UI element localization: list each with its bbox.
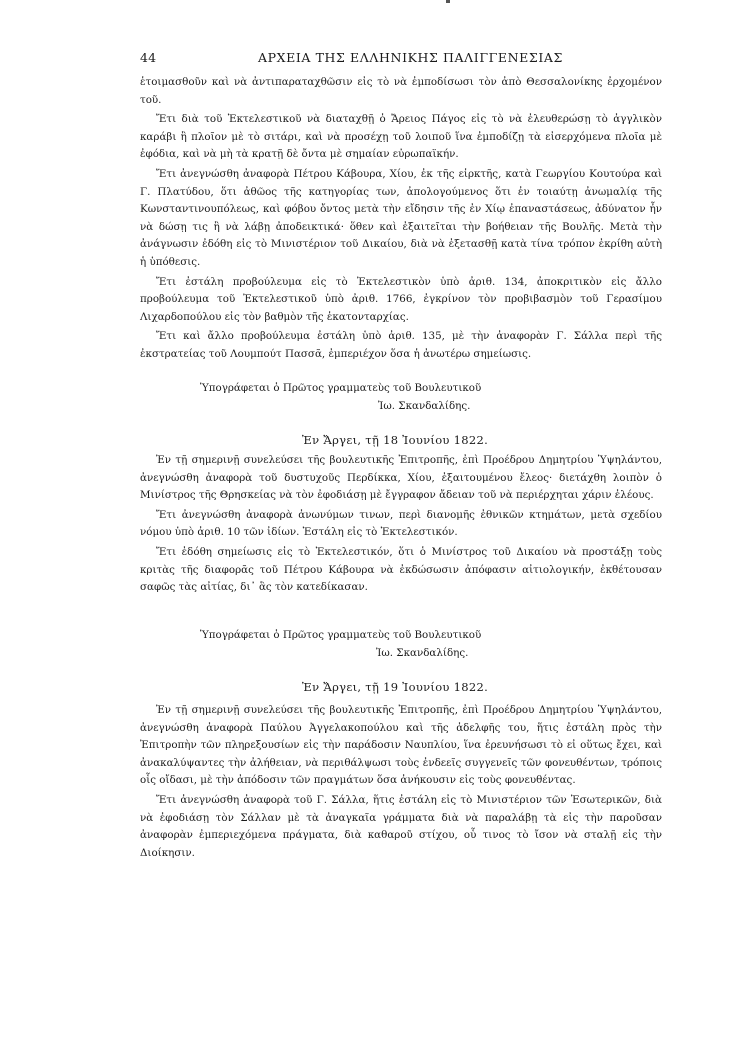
- paragraph: Ἔτι καὶ ἄλλο προβούλευμα ἐστάλη ὑπὸ ἀριθ. 135, μὲ τὴν ἀναφορὰν Γ. Σάλλα περὶ τῆς ἐκστρατείας τοῦ Λουμπούτ Πασσᾶ, ἐμπεριέχον ὅσα ἡ ἀνωτέρω σημείωσις.: [140, 330, 662, 360]
- paragraph: Ἔτι ἀνεγνώσθη ἀναφορὰ τοῦ Γ. Σάλλα, ἥτις ἐστάλη εἰς τὸ Μινιστέριον τῶν Ἐσωτερικῶν, διὰ νὰ ἐφοδιάσῃ τὸν Σάλλαν μὲ τὰ ἀναγκαῖα γράμματα διὰ νὰ παραλάβῃ τὰ εἰς τὴν παροῦσαν ἀναφορὰν ἐμπεριεχόμενα πράγματα, διὰ καθαροῦ στίχου, οὗ τινος τὸ ἴσον νὰ σταλῇ εἰς τὴν Διοίκησιν.: [140, 793, 662, 859]
- running-title: ΑΡΧΕΙΑ ΤΗΣ ΕΛΛΗΝΙΚΗΣ ΠΑΛΙΓΓΕΝΕΣΙΑΣ: [258, 50, 563, 65]
- signature-title: Ὑπογράφεται ὁ Πρῶτος γραμματεὺς τοῦ Βουλευτικοῦ: [200, 629, 482, 641]
- section-3-text: [140, 702, 662, 864]
- dateline: Ἐν Ἄργει, τῇ 18 Ἰουνίου 1822.: [302, 433, 489, 447]
- section-2-text: [140, 452, 662, 599]
- page-number: 44: [140, 50, 157, 65]
- scan-mark: [446, 0, 450, 3]
- signature-title: Ὑπογράφεται ὁ Πρῶτος γραμματεὺς τοῦ Βουλευτικοῦ: [200, 382, 482, 394]
- paragraph: Ἔτι διὰ τοῦ Ἐκτελεστικοῦ νὰ διαταχθῇ ὁ Ἄρειος Πάγος εἰς τὸ νὰ ἐλευθερώσῃ τὸ ἀγγλικὸν καράβι ἢ πλοῖον μὲ τὸ σιτάρι, καὶ νὰ προσέχῃ τοῦ λοιποῦ ἵνα ἐμποδίζῃ τὰ εἰσερχόμενα πλοῖα μὲ ἐφόδια, καὶ νὰ μὴ τὰ κρατῇ δὲ ὄντα μὲ σημαίαν εὐρωπαϊκήν.: [140, 113, 662, 161]
- paragraph: Ἐν τῇ σημερινῇ συνελεύσει τῆς βουλευτικῆς Ἐπιτροπῆς, ἐπὶ Προέδρου Δημητρίου Ὑψηλάντου, ἀνεγνώσθη ἀναφορὰ τοῦ δυστυχοῦς Περδίκκα, Χίου, ἐξαιτουμένου ἔλεος· διετάχθη λοιπὸν ὁ Μινίστρος τῆς Θρησκείας νὰ τὸν ἐφοδιάσῃ μὲ ἔγγραφον ἄδειαν τοῦ νὰ περιέρχηται χάριν ἐλέους.: [140, 454, 662, 502]
- paragraph: Ἔτι ἀνεγνώσθη ἀναφορὰ ἀνωνύμων τινων, περὶ διανομῆς ἐθνικῶν κτημάτων, μετὰ σχεδίου νόμου ὑπὸ ἀριθ. 10 τῶν ἰδίων. Ἐστάλη εἰς τὸ Ἐκτελεστικόν.: [140, 508, 662, 539]
- paragraph: ἑτοιμασθοῦν καὶ νὰ ἀντιπαραταχθῶσιν εἰς τὸ νὰ ἐμποδίσωσι τὸν ἀπὸ Θεσσαλονίκης ἐρχομένον τοῦ.: [140, 76, 662, 106]
- paragraph: Ἔτι ἐστάλη προβούλευμα εἰς τὸ Ἐκτελεστικὸν ὑπὸ ἀριθ. 134, ἀποκριτικὸν εἰς ἄλλο προβούλευμα τοῦ Ἐκτελεστικοῦ ὑπὸ ἀριθ. 1766, ἐγκρίνον τὸν προβιβασμὸν τοῦ Γερασίμου Λιχαρδοπούλου εἰς τὸν βαθμὸν τῆς ἑκατονταρχίας.: [140, 275, 662, 323]
- page-header: [140, 50, 660, 70]
- section-1-text: [140, 74, 662, 366]
- paragraph: Ἔτι ἐδόθη σημείωσις εἰς τὸ Ἐκτελεστικόν, ὅτι ὁ Μινίστρος τοῦ Δικαίου νὰ προστάξῃ τοὺς κριτὰς τῆς διαφορᾶς τοῦ Πέτρου Κάβουρα νὰ ἐκδώσωσιν ἀπόφασιν αἰτιολογικήν, ἐκθέτουσαν σαφῶς τὰς αἰτίας, δι᾽ ἃς τὸν κατεδίκασαν.: [140, 545, 662, 594]
- paragraph: Ἐν τῇ σημερινῇ συνελεύσει τῆς βουλευτικῆς Ἐπιτροπῆς, ἐπὶ Προέδρου Δημητρίου Ὑψηλάντου, ἀνεγνώσθη ἀναφορὰ Παύλου Ἀγγελακοπούλου καὶ τῆς ἀδελφῆς του, ἥτις ἐστάλη πρὸς τὴν Ἐπιτροπὴν τῶν πληρεξουσίων εἰς τὴν παράδοσιν Ναυπλίου, ἵνα ἐρευνήσωσι τὸ εἰ οὕτως ἔχει, καὶ ἀνακαλύψαντες τὴν ἀλήθειαν, νὰ περιθάλψωσι τοὺς ἐνδεεῖς συγγενεῖς τῶν φονευθέντων, τρόποις οἷς οἴδασι, μὲ τὴν ἀπόδοσιν τῶν πραγμάτων ὅσα ἀνήκουσιν εἰς τοὺς φονευθέντας.: [140, 704, 662, 787]
- paragraph: Ἔτι ἀνεγνώσθη ἀναφορὰ Πέτρου Κάβουρα, Χίου, ἐκ τῆς εἱρκτῆς, κατὰ Γεωργίου Κουτούρα καὶ Γ. Πλατύδου, ὅτι ἀθῶος τῆς κατηγορίας των, ἀπολογούμενος ὅτι ἐν τοιαύτῃ ἀνωμαλίᾳ τῆς Κωνσταντινουπόλεως, καὶ φόβου ὄντος μετὰ τὴν εἴδησιν τῆς ἐν Χίῳ ἐπαναστάσεως, ἀδύνατον ἦν νὰ δώσῃ τις ἢ νὰ λάβῃ ἀποδεικτικά· ὅθεν καὶ ἐξαιτεῖται τὴν βοήθειαν τῆς Βουλῆς. Μετὰ τὴν ἀνάγνωσιν ἐδόθη εἰς τὸ Μινιστέριον τοῦ Δικαίου, διὰ νὰ ἐξετασθῇ κατὰ τίνα τρόπον ἐκρίθη αὐτὴ ἡ ὑπόθεσις.: [140, 167, 662, 268]
- signature-name: Ἰω. Σκανδαλίδης.: [378, 400, 471, 412]
- signature-name: Ἰω. Σκανδαλίδης.: [376, 647, 469, 659]
- dateline: Ἐν Ἄργει, τῇ 19 Ἰουνίου 1822.: [302, 680, 489, 694]
